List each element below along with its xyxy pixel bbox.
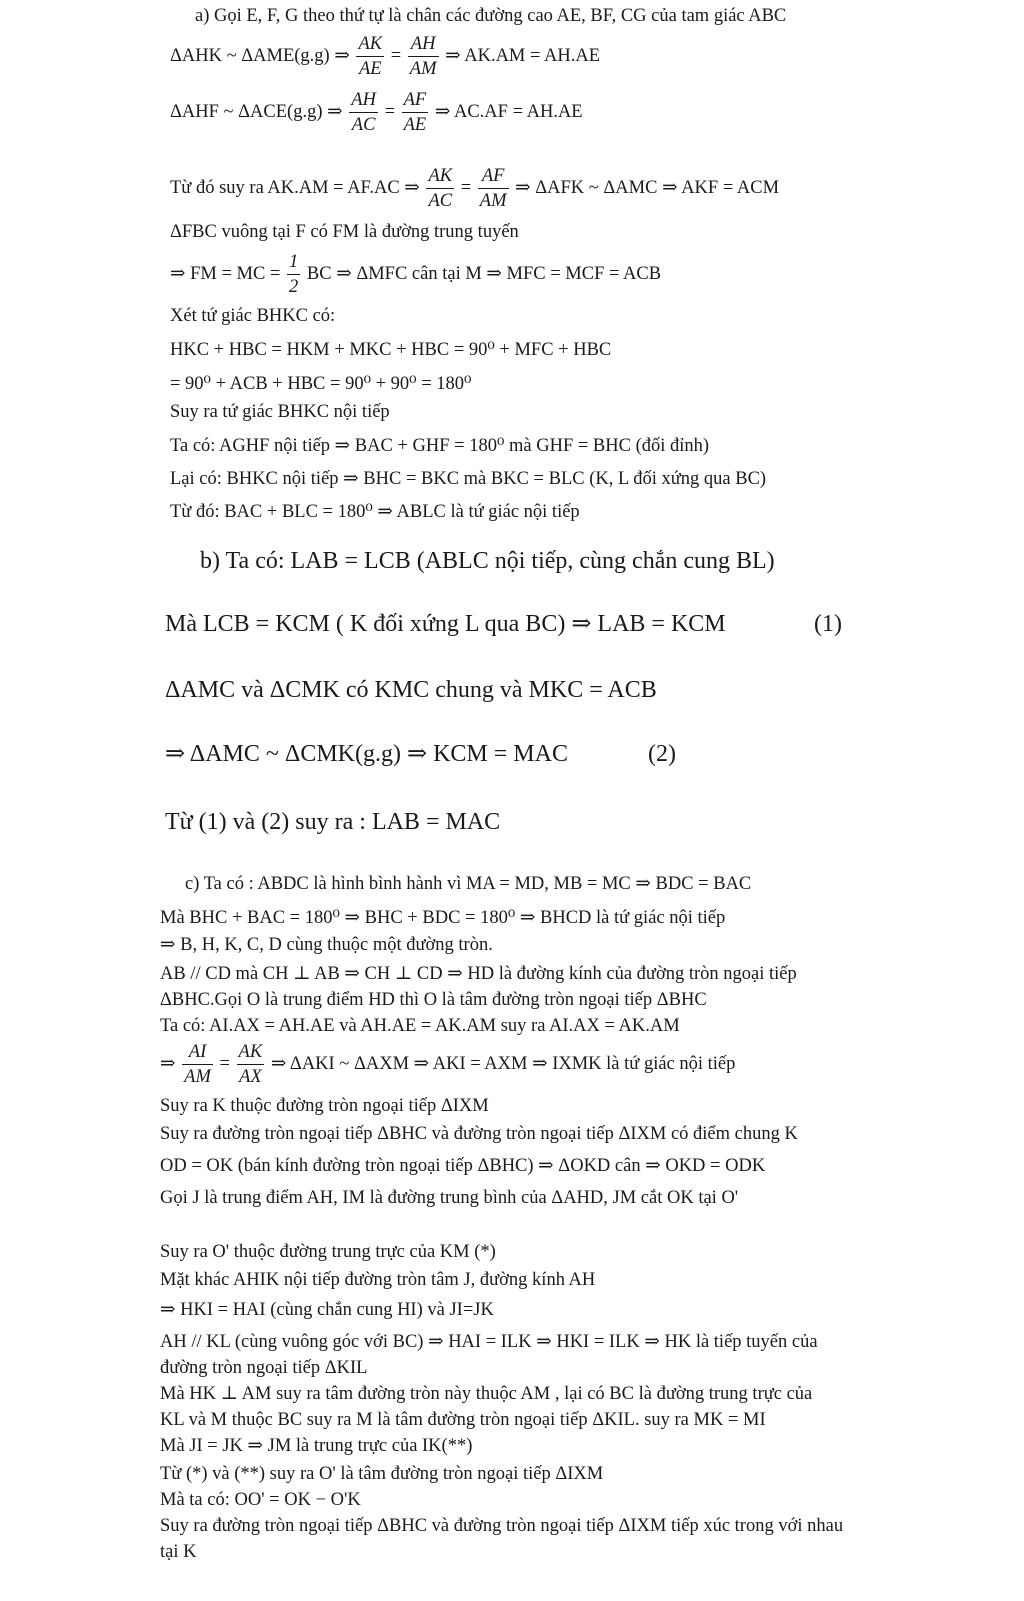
part-c-line-21: Mà ta có: OO' = OK − O'K <box>160 1490 361 1510</box>
part-c-line-11: Gọi J là trung điểm AH, IM là đường trung bình của ΔAHD, JM cắt OK tại O' <box>160 1188 739 1208</box>
part-c-line-4: AB // CD mà CH ⊥ AB ⇒ CH ⊥ CD ⇒ HD là đường kính của đường tròn ngoại tiếp <box>160 964 797 984</box>
part-c-line-19: Mà JI = JK ⇒ JM là trung trực của IK(**) <box>160 1436 473 1456</box>
fraction-ak-ae: $\frac{AK}{AE}$ <box>358 34 383 79</box>
part-a-line-2: ΔAHK ~ ΔAME(g.g) ⇒ $\frac{AK}{AE}$ = $\frac{AH}{AM}$ ⇒ AK.AM = AH.AE <box>170 34 601 79</box>
fraction-ak-ac: $\frac{AK}{AC}$ <box>428 166 453 211</box>
part-c-line-22: Suy ra đường tròn ngoại tiếp ΔBHC và đường tròn ngoại tiếp ΔIXM tiếp xúc trong với nhau <box>160 1516 844 1536</box>
part-c-line-8: Suy ra K thuộc đường tròn ngoại tiếp ΔIXM <box>160 1096 489 1116</box>
part-c-line-14: ⇒ HKI = HAI (cùng chắn cung HI) và JI=JK <box>160 1300 494 1320</box>
part-c-line-13: Mặt khác AHIK nội tiếp đường tròn tâm J, đường kính AH <box>160 1270 596 1290</box>
part-c-line-17: Mà HK ⊥ AM suy ra tâm đường tròn này thuộc AM , lại có BC là đường trung trực của <box>160 1384 813 1404</box>
fraction-af-am: $\frac{AF}{AM}$ <box>479 166 507 211</box>
part-b-heading: b) Ta có: LAB = LCB (ABLC nội tiếp, cùng chắn cung BL) <box>200 548 775 574</box>
part-c-line-6: Ta có: AI.AX = AH.AE và AH.AE = AK.AM suy ra AI.AX = AK.AM <box>160 1016 680 1036</box>
part-c-line-5: ΔBHC.Gọi O là trung điểm HD thì O là tâm đường tròn ngoại tiếp ΔBHC <box>160 990 707 1010</box>
fraction-one-half: $\frac{1}{2}$ <box>289 252 299 297</box>
part-b-equation-number-1: (1) <box>814 611 842 637</box>
part-b-conclusion: Từ (1) và (2) suy ra : LAB = MAC <box>165 809 501 835</box>
part-c-line-18: KL và M thuộc BC suy ra M là tâm đường tròn ngoại tiếp ΔKIL. suy ra MK = MI <box>160 1410 766 1430</box>
part-a-line-8: HKC + HBC = HKM + MKC + HBC = 90⁰ + MFC + HBC <box>170 340 612 360</box>
part-a-line-12: Lại có: BHKC nội tiếp ⇒ BHC = BKC mà BKC = BLC (K, L đối xứng qua BC) <box>170 469 767 489</box>
part-c-line-9: Suy ra đường tròn ngoại tiếp ΔBHC và đường tròn ngoại tiếp ΔIXM có điểm chung K <box>160 1124 798 1144</box>
part-a-line-13: Từ đó: BAC + BLC = 180⁰ ⇒ ABLC là tứ giác nội tiếp <box>170 502 580 522</box>
part-a-line-6: ⇒ FM = MC = $\frac{1}{2}$ BC ⇒ ΔMFC cân tại M ⇒ MFC = MCF = ACB <box>170 252 662 297</box>
part-c-line-3: ⇒ B, H, K, C, D cùng thuộc một đường tròn. <box>160 935 493 955</box>
part-b-line-3: ΔAMC và ΔCMK có KMC chung và MKC = ACB <box>165 677 657 703</box>
fraction-ai-am: $\frac{AI}{AM}$ <box>184 1042 211 1087</box>
part-b-line-2: Mà LCB = KCM ( K đối xứng L qua BC) ⇒ LAB = KCM <box>165 611 726 637</box>
part-c-line-20: Từ (*) và (**) suy ra O' là tâm đường tròn ngoại tiếp ΔIXM <box>160 1464 604 1484</box>
part-a-line-3: ΔAHF ~ ΔACE(g.g) ⇒ $\frac{AH}{AC}$ = $\frac{AF}{AE}$ ⇒ AC.AF = AH.AE <box>170 90 583 135</box>
part-a-line-7: Xét tứ giác BHKC có: <box>170 306 336 326</box>
part-b-line-4: ⇒ ΔAMC ~ ΔCMK(g.g) ⇒ KCM = MAC <box>165 741 568 767</box>
part-c-line-12: Suy ra O' thuộc đường trung trực của KM (*) <box>160 1242 496 1262</box>
part-a-line-9: = 90⁰ + ACB + HBC = 90⁰ + 90⁰ = 180⁰ <box>170 374 472 394</box>
part-a-line-10: Suy ra tứ giác BHKC nội tiếp <box>170 402 390 422</box>
part-c-heading: c) Ta có : ABDC là hình bình hành vì MA = MD, MB = MC ⇒ BDC = BAC <box>185 874 752 894</box>
part-c-line-23: tại K <box>160 1542 197 1562</box>
part-c-line-2: Mà BHC + BAC = 180⁰ ⇒ BHC + BDC = 180⁰ ⇒ BHCD là tứ giác nội tiếp <box>160 908 726 928</box>
part-a-line-11: Ta có: AGHF nội tiếp ⇒ BAC + GHF = 180⁰ mà GHF = BHC (đối đỉnh) <box>170 436 710 456</box>
fraction-ak-ax: $\frac{AK}{AX}$ <box>238 1042 263 1087</box>
part-a-line-5: ΔFBC vuông tại F có FM là đường trung tuyến <box>170 222 519 242</box>
part-c-line-15: AH // KL (cùng vuông góc với BC) ⇒ HAI = ILK ⇒ HKI = ILK ⇒ HK là tiếp tuyến của <box>160 1332 818 1352</box>
part-c-line-16: đường tròn ngoại tiếp ΔKIL <box>160 1358 368 1378</box>
part-c-line-10: OD = OK (bán kính đường tròn ngoại tiếp ΔBHC) ⇒ ΔOKD cân ⇒ OKD = ODK <box>160 1156 766 1176</box>
part-c-line-7: ⇒ $\frac{AI}{AM}$ = $\frac{AK}{AX}$ ⇒ ΔAKI ~ ΔAXM ⇒ AKI = AXM ⇒ IXMK là tứ giác nội tiếp <box>160 1042 736 1087</box>
part-a-line-4: Từ đó suy ra AK.AM = AF.AC ⇒ $\frac{AK}{AC}$ = $\frac{AF}{AM}$ ⇒ ΔAFK ~ ΔAMC ⇒ AKF = ACM <box>170 166 780 211</box>
fraction-ah-am: $\frac{AH}{AM}$ <box>409 34 437 79</box>
part-a-heading: a) Gọi E, F, G theo thứ tự là chân các đường cao AE, BF, CG của tam giác ABC <box>195 6 787 26</box>
part-b-equation-number-2: (2) <box>648 741 676 767</box>
fraction-af-ae: $\frac{AF}{AE}$ <box>403 90 427 135</box>
fraction-ah-ac: $\frac{AH}{AC}$ <box>351 90 376 135</box>
